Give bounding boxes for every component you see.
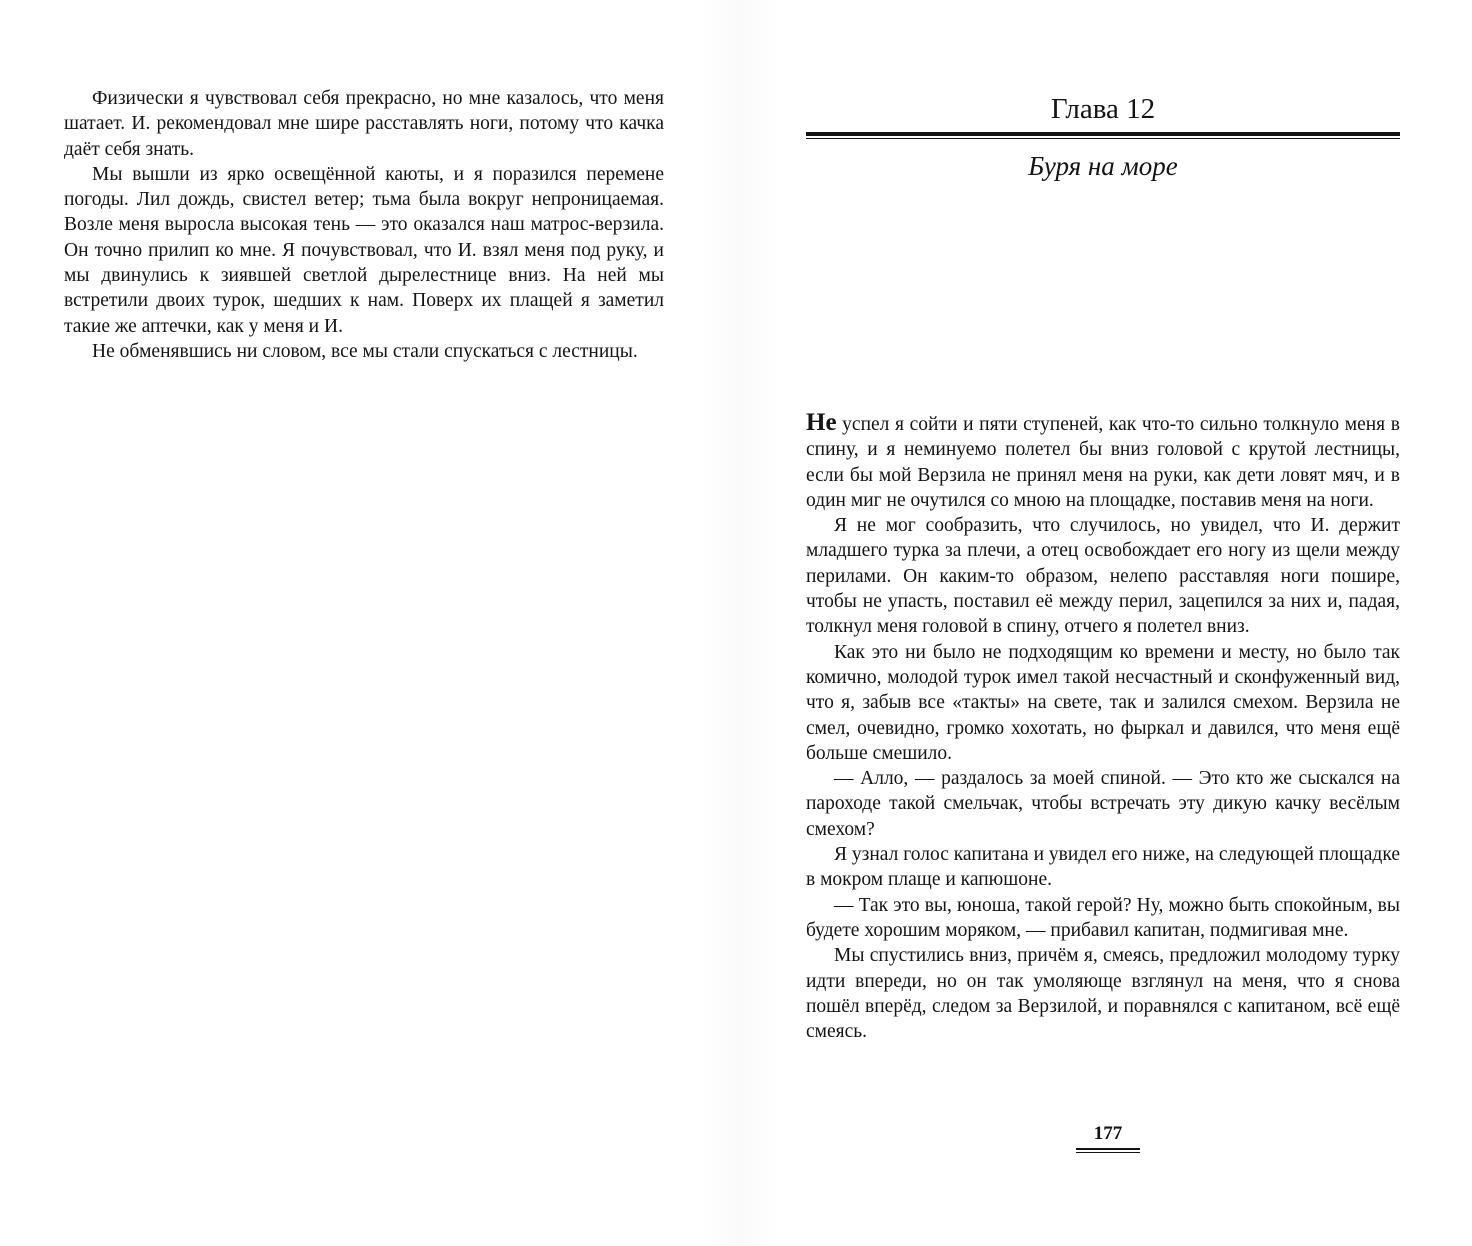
chapter-title: Буря на море: [1028, 151, 1178, 181]
right-paragraph-1-text: успел я сойти и пяти ступеней, как что-то сильно толкнуло меня в спину, и я неминуемо полетел бы вниз головой с крутой лестницы, если бы мой Верзила не принял меня на руки, как дети ловят мяч, и в один миг не очутился со мною на площадке, поставив меня на ноги.: [806, 414, 1400, 511]
chapter-label: Глава 12: [1050, 93, 1156, 125]
right-paragraph-4: — Алло, — раздалось за моей спиной. — Это кто же сыскался на пароходе такой смельчак, чтобы встречать эту дикую качку весёлым смехом?: [806, 768, 1400, 840]
right-paragraph-5: Я узнал голос капитана и увидел его ниже, на следующей площадке в мокром плаще и капюшоне.: [806, 844, 1400, 891]
right-paragraph-7: Мы спустились вниз, причём я, смеясь, предложил молодому турку идти впереди, но он так умоляюще взглянул на меня, что я снова пошёл вперёд, следом за Верзилой, и поравнялся с капитаном, всё ещё смеясь.: [806, 945, 1400, 1043]
right-paragraph-3: Как это ни было не подходящим ко времени и месту, но было так комично, молодой турок имел такой несчастный и сконфуженный вид, что я, забыв все «такты» на свете, так и залился смехом. Верзила не смел, очевидно, громко хохотать, но фыркал и давился, что меня ещё больше смешило.: [806, 641, 1400, 764]
dropcap: Не: [806, 409, 837, 436]
page-number-rule-thin: [1076, 1152, 1140, 1153]
gutter-shadow: [700, 0, 780, 1246]
right-page: [806, 92, 1400, 1043]
right-paragraph-2: Я не мог сообразить, что случилось, но увидел, что И. держит младшего турка за плечи, а отец освобождает его ногу из щели между перилами. Он каким-то образом, нелепо расставляя ноги пошире, чтобы не упасть, поставил её между перил, зацепился за них и, падая, толкнул меня головой в спину, отчего я полетел вниз.: [806, 515, 1400, 638]
left-page: [64, 86, 664, 364]
left-paragraph-3: Не обменявшись ни словом, все мы стали спускаться с лестницы.: [92, 340, 638, 362]
page-number: 177: [1093, 1123, 1123, 1144]
chapter-rule-thick: [806, 132, 1400, 136]
left-paragraph-1: Физически я чувствовал себя прекрасно, но мне казалось, что меня шатает. И. рекомендовал мне шире расставлять ноги, потому что качка даёт себя знать.: [64, 88, 664, 160]
page-number-rule: [1076, 1148, 1140, 1150]
right-paragraph-6: — Так это вы, юноша, такой герой? Ну, можно быть спокойным, вы будете хорошим моряком, — прибавил капитан, подмигивая мне.: [806, 894, 1400, 941]
right-paragraph-1: [806, 410, 1400, 513]
chapter-body: [806, 410, 1400, 1044]
chapter-rule-thin: [806, 138, 1400, 139]
left-paragraph-2: Мы вышли из ярко освещённой каюты, и я поразился перемене погоды. Лил дождь, свистел ветер; тьма была вокруг непроницаемая. Возле меня выросла высокая тень — это оказался наш матрос-верзила. Он точно прилип ко мне. Я почувствовал, что И. взял меня под руку, и мы двинулись к зиявшей светлой дырелестнице вниз. На ней мы встретили двоих турок, шедших к нам. Поверх их плащей я заметил такие же аптечки, как у меня и И.: [64, 163, 664, 337]
